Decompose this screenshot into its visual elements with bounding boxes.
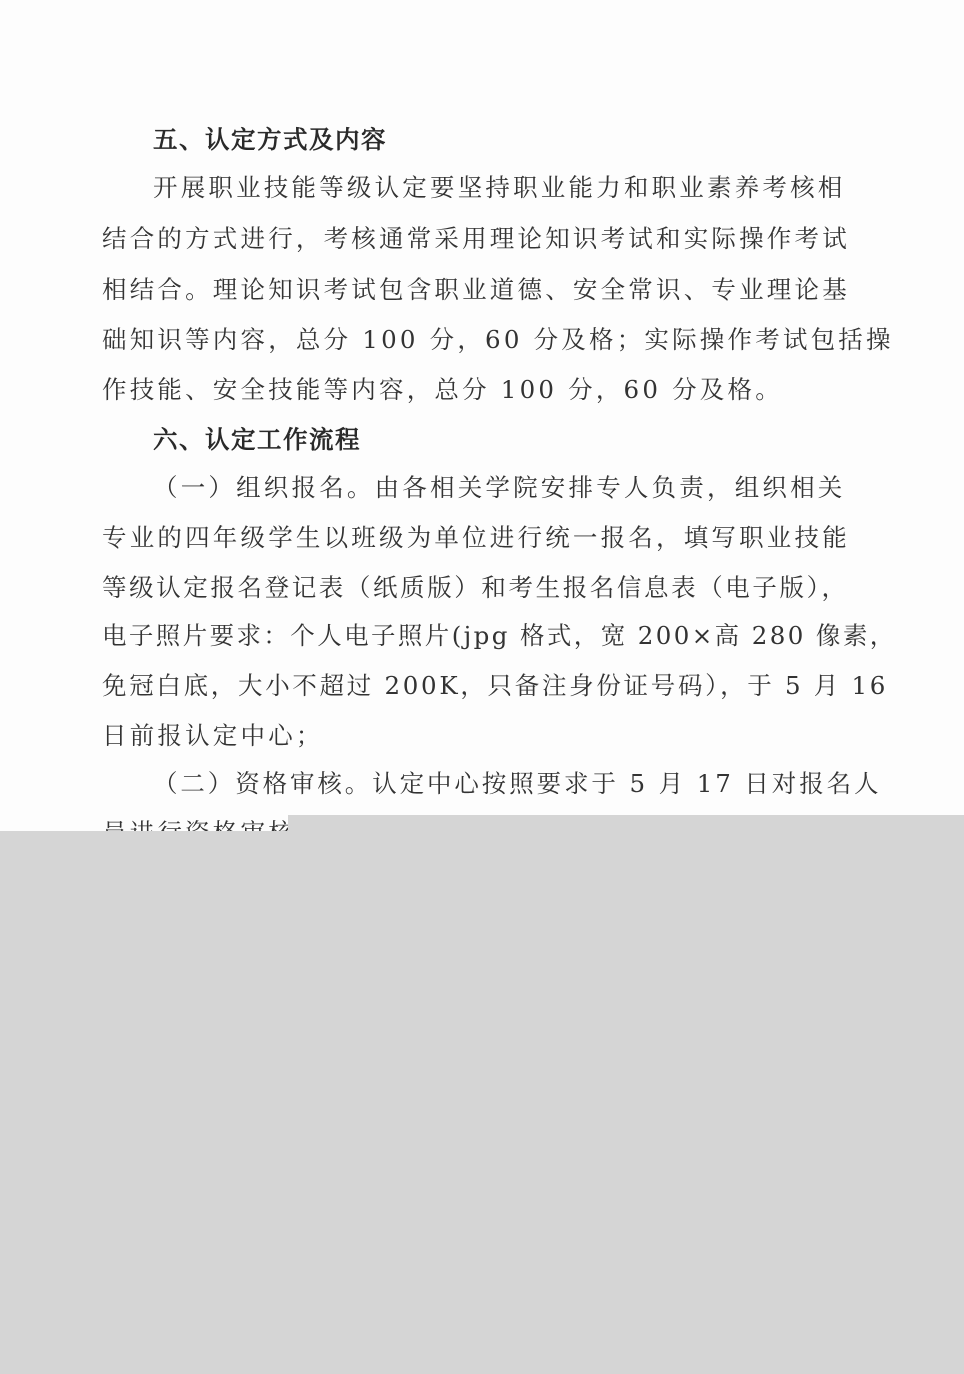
redaction-block-left bbox=[0, 831, 290, 1374]
item-1-line-3: 等级认定报名登记表（纸质版）和考生报名信息表（电子版）， bbox=[102, 573, 849, 602]
item-1-line-4: 电子照片要求：个人电子照片(jpg 格式，宽 200×高 280 像素， bbox=[102, 621, 897, 650]
item-1-line-1: （一）组织报名。由各相关学院安排专人负责，组织相关 bbox=[153, 473, 846, 502]
item-1-line-2: 专业的四年级学生以班级为单位进行统一报名，填写职业技能 bbox=[102, 523, 850, 552]
section-5-heading: 五、认定方式及内容 bbox=[153, 125, 387, 154]
item-2-line-1: （二）资格审核。认定中心按照要求于 5 月 17 日对报名人 bbox=[153, 769, 882, 798]
section-5-line-1: 开展职业技能等级认定要坚持职业能力和职业素养考核相 bbox=[153, 173, 846, 202]
item-1-line-5: 免冠白底，大小不超过 200K，只备注身份证号码），于 5 月 16 bbox=[102, 671, 889, 700]
section-5-line-2: 结合的方式进行，考核通常采用理论知识考试和实际操作考试 bbox=[102, 224, 850, 253]
section-6-heading: 六、认定工作流程 bbox=[153, 425, 361, 454]
section-5-line-4: 础知识等内容，总分 100 分，60 分及格；实际操作考试包括操 bbox=[102, 325, 894, 354]
redaction-block-main bbox=[288, 815, 964, 1374]
item-1-line-6: 日前报认定中心； bbox=[102, 721, 324, 750]
section-5-line-5: 作技能、安全技能等内容，总分 100 分，60 分及格。 bbox=[102, 375, 783, 404]
section-5-line-3: 相结合。理论知识考试包含职业道德、安全常识、专业理论基 bbox=[102, 275, 850, 304]
